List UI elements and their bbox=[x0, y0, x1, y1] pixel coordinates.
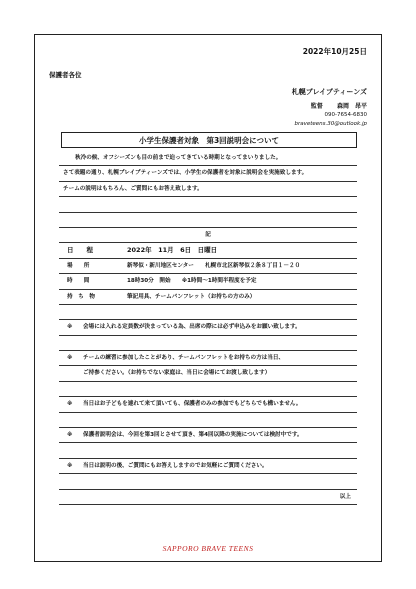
blank-line bbox=[59, 336, 357, 351]
detail-place-label: 場 所 bbox=[67, 262, 90, 269]
note-mark: ※ bbox=[67, 401, 73, 408]
detail-items-label: 持 ち 物 bbox=[67, 293, 95, 300]
note-row bbox=[59, 459, 357, 474]
ki-mark: 記 bbox=[205, 231, 211, 238]
note-mark: ※ bbox=[67, 324, 73, 331]
detail-time-value: 18時30分 開始 ※1時間～1時間半程度を予定 bbox=[127, 278, 257, 285]
note-mark: ※ bbox=[67, 355, 73, 362]
note-row-continued bbox=[59, 366, 357, 381]
intro-line: さて表題の通り、札幌ブレイブティーンズでは、小学生の保護者を対象に説明会を実施致します。 bbox=[59, 166, 357, 181]
issue-date: 2022年10月25日 bbox=[302, 47, 367, 56]
note-text: チームの練習に参加したことがあり、チームパンフレットをお持ちの方は当日、 bbox=[83, 355, 285, 362]
note-row bbox=[59, 428, 357, 443]
addressee: 保護者各位 bbox=[49, 71, 82, 79]
leader-title: 監督 bbox=[310, 103, 323, 110]
document-page bbox=[34, 34, 382, 562]
detail-items-value: 筆記用具、チームパンフレット（お持ちの方のみ） bbox=[127, 293, 256, 300]
sender-tel: 090-7654-6830 bbox=[324, 112, 367, 118]
note-text: ご持参ください。（お持ちでない家庭は、当日に会場にてお渡し致します） bbox=[83, 370, 271, 377]
ruled-lines bbox=[59, 151, 357, 505]
blank-line bbox=[59, 382, 357, 397]
intro-line: 秋冷の候、オフシーズンも目の前まで迫ってきている時期となってまいりました。 bbox=[59, 151, 357, 166]
leader-name: 森岡 昂平 bbox=[336, 103, 367, 110]
sender-email: braveteens.30@outlook.jp bbox=[294, 121, 367, 127]
blank-line bbox=[59, 443, 357, 458]
blank-line bbox=[59, 213, 357, 228]
intro-line: チームの説明はもちろん、ご質問にもお答え致します。 bbox=[59, 182, 357, 197]
detail-place-value: 新琴似・新川地区センター 札幌市北区新琴似２条８丁目１－２０ bbox=[127, 262, 301, 269]
detail-date-label: 日 程 bbox=[67, 246, 93, 255]
note-row bbox=[59, 397, 357, 412]
blank-line bbox=[59, 474, 357, 489]
detail-date-value: 2022年 11月 6日 日曜日 bbox=[127, 246, 218, 255]
note-text: 当日はお子どもを連れて来て頂いても、保護者のみの参加でもどちらでも構いません。 bbox=[83, 401, 302, 408]
note-text: 当日は説明の後、ご質問にもお答えしますのでお気軽にご質問ください。 bbox=[83, 462, 268, 469]
detail-time-row bbox=[59, 274, 357, 289]
title-box bbox=[61, 132, 357, 148]
detail-date-row bbox=[59, 243, 357, 258]
closing-line bbox=[59, 490, 357, 505]
note-text: 会場には入れる定員数が決まっている為、出席の際には必ず申込みをお願い致します。 bbox=[83, 324, 301, 331]
detail-time-label: 時 間 bbox=[67, 278, 90, 285]
note-row bbox=[59, 351, 357, 366]
sender-org: 札幌ブレイブティーンズ bbox=[291, 88, 367, 96]
blank-line bbox=[59, 305, 357, 320]
ki-line bbox=[59, 228, 357, 243]
blank-line bbox=[59, 197, 357, 212]
detail-items-row bbox=[59, 290, 357, 305]
closing-text: 以上 bbox=[339, 493, 351, 500]
blank-line bbox=[59, 413, 357, 428]
note-mark: ※ bbox=[67, 432, 73, 439]
detail-place-row bbox=[59, 259, 357, 274]
sender-leader bbox=[311, 101, 367, 110]
note-text: 保護者説明会は、今回を第3回とさせて頂き、第4回以降の実施については検討中です。 bbox=[83, 432, 303, 439]
footer-team-name: SAPPORO BRAVE TEENS bbox=[162, 544, 254, 553]
note-row bbox=[59, 320, 357, 335]
note-mark: ※ bbox=[67, 462, 73, 469]
document-title: 小学生保護者対象 第3回説明会について bbox=[138, 135, 280, 145]
